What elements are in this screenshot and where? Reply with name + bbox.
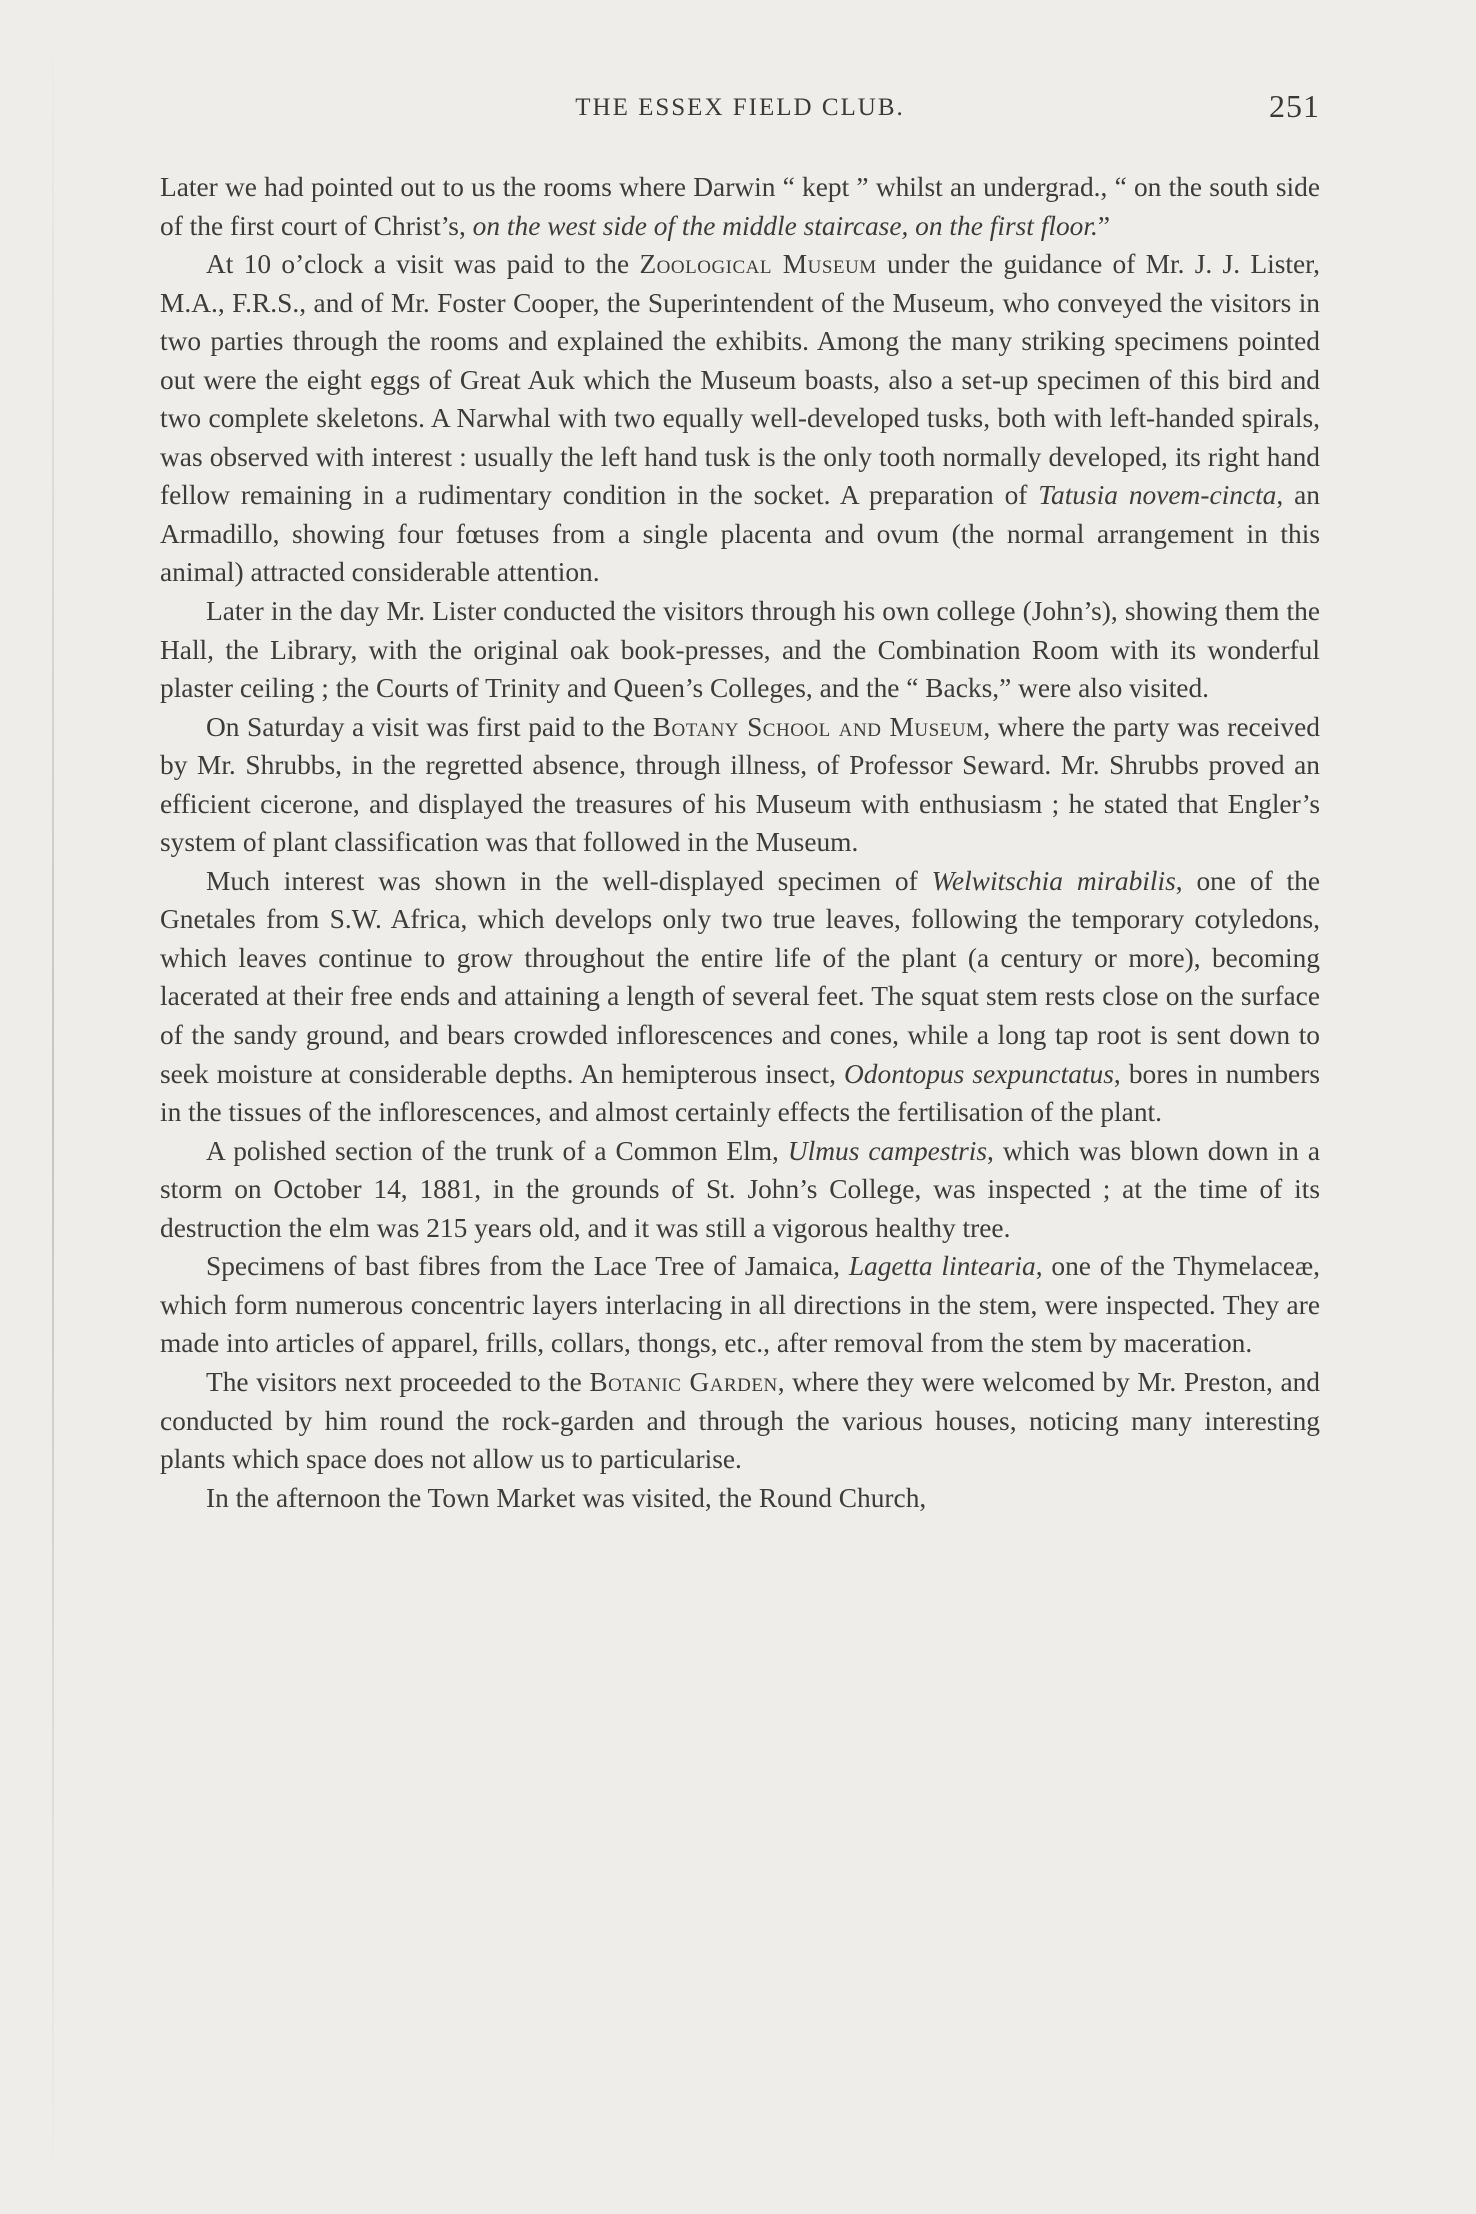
paragraph (160, 708, 1320, 862)
paragraph (160, 245, 1320, 592)
text-run: ” (1097, 210, 1110, 241)
italic-run: Odontopus sexpunctatus (844, 1058, 1114, 1089)
text-run: , which was blown down in a storm on October 14, 1881, in the grounds of St. John’s College, was inspected ; at the time of its destruction the elm was 215 years old, and it was still a vigorous healthy tree. (160, 1135, 1321, 1243)
text-run: , where the party was received by Mr. Shrubbs, in the regretted absence, through illness, of Professor Seward. Mr. Shrubbs proved an efficient cicerone, and displayed the treasures of his Museum with enthusiasm ; he stated that Engler’s system of plant classification was that followed in the Museum. (160, 711, 1320, 858)
paragraph (160, 1479, 1320, 1518)
body-text (160, 168, 1320, 1517)
text-run: On Saturday a visit was first paid to the (206, 711, 653, 742)
text-run: , where they were welcomed by Mr. Preston, and conducted by him round the rock-garden and through the various houses, noticing many interesting plants which space does not allow us to particularise. (160, 1366, 1321, 1475)
paragraph (160, 592, 1320, 708)
small-caps-run: Botanic Garden (589, 1366, 778, 1397)
paragraph (160, 168, 1320, 245)
small-caps-run: Botany School and Museum (652, 711, 984, 742)
paragraph (160, 1247, 1320, 1363)
running-head: THE ESSEX FIELD CLUB. (575, 94, 905, 121)
text-run: under the guidance of Mr. J. J. Lister, M.A., F.R.S., and of Mr. Foster Cooper, the Superintendent of the Museum, who conveyed the visitors in two parties through the rooms and explained the exhibits. Among the many striking specimens pointed out were the eight eggs of Great Auk which the Museum boasts, also a set-up specimen of this bird and two complete skeletons. A Narwhal with two equally well-developed tusks, both with left-handed spirals, was observed with interest : usually the left hand tusk is the only tooth normally developed, its right hand fellow remaining in a rudimentary condition in the socket. A preparation of (160, 249, 1320, 511)
page-header (160, 88, 1320, 138)
page-number: 251 (1269, 88, 1320, 124)
text-run: Specimens of bast fibres from the Lace Tree of Jamaica, (206, 1251, 849, 1282)
text-run: , bores in numbers in the tissues of the inflorescences, and almost certainly effects the fertilisation of the plant. (160, 1058, 1320, 1128)
paragraph (160, 1363, 1320, 1479)
small-caps-run: Zoological Museum (639, 249, 877, 280)
text-run: , an Armadillo, showing four fœtuses from a single placenta and ovum (the normal arrangement in this animal) attracted considerable attention. (160, 480, 1320, 588)
page-gutter-edge (52, 20, 54, 2200)
italic-run: Ulmus campestris (787, 1135, 988, 1166)
italic-run: Lagetta lintearia (848, 1251, 1036, 1282)
text-run: A polished section of the trunk of a Common Elm, (206, 1135, 788, 1166)
text-run: The visitors next proceeded to the (206, 1366, 590, 1397)
text-run: Later we had pointed out to us the rooms where Darwin “ kept ” whilst an undergrad., “ on the south side of the first court of Christ’s, (160, 172, 1320, 241)
text-run: , one of the Gnetales from S.W. Africa, which develops only two true leaves, following the temporary cotyledons, which leaves continue to grow throughout the entire life of the plant (a century or more), becoming lacerated at their free ends and attaining a length of several feet. The squat stem rests close on the surface of the sandy ground, and bears crowded inflorescences and cones, while a long tap root is sent down to seek moisture at considerable depths. An hemipterous insect, (160, 865, 1321, 1089)
paragraph (160, 1132, 1320, 1248)
paragraph (160, 862, 1320, 1132)
text-run: Much interest was shown in the well-displayed specimen of (206, 865, 932, 896)
text-run: , one of the Thymelaceæ, which form numerous concentric layers interlacing in all directions in the stem, were inspected. They are made into articles of apparel, frills, collars, thongs, etc., after removal from the stem by maceration. (160, 1251, 1320, 1359)
italic-run: on the west side of the middle staircase, on the first floor. (472, 210, 1098, 241)
text-run: Later in the day Mr. Lister conducted the visitors through his own college (John’s), showing them the Hall, the Library, with the original oak book-presses, and the Combination Room with its wonderful plaster ceiling ; the Courts of Trinity and Queen’s Colleges, and the “ Backs,” were also visited. (160, 596, 1320, 704)
italic-run: Tatusia novem-cincta (1038, 480, 1277, 511)
text-run: At 10 o’clock a visit was paid to the (206, 249, 640, 280)
text-run: In the afternoon the Town Market was visited, the Round Church, (206, 1482, 927, 1513)
italic-run: Welwitschia mirabilis (931, 865, 1176, 896)
